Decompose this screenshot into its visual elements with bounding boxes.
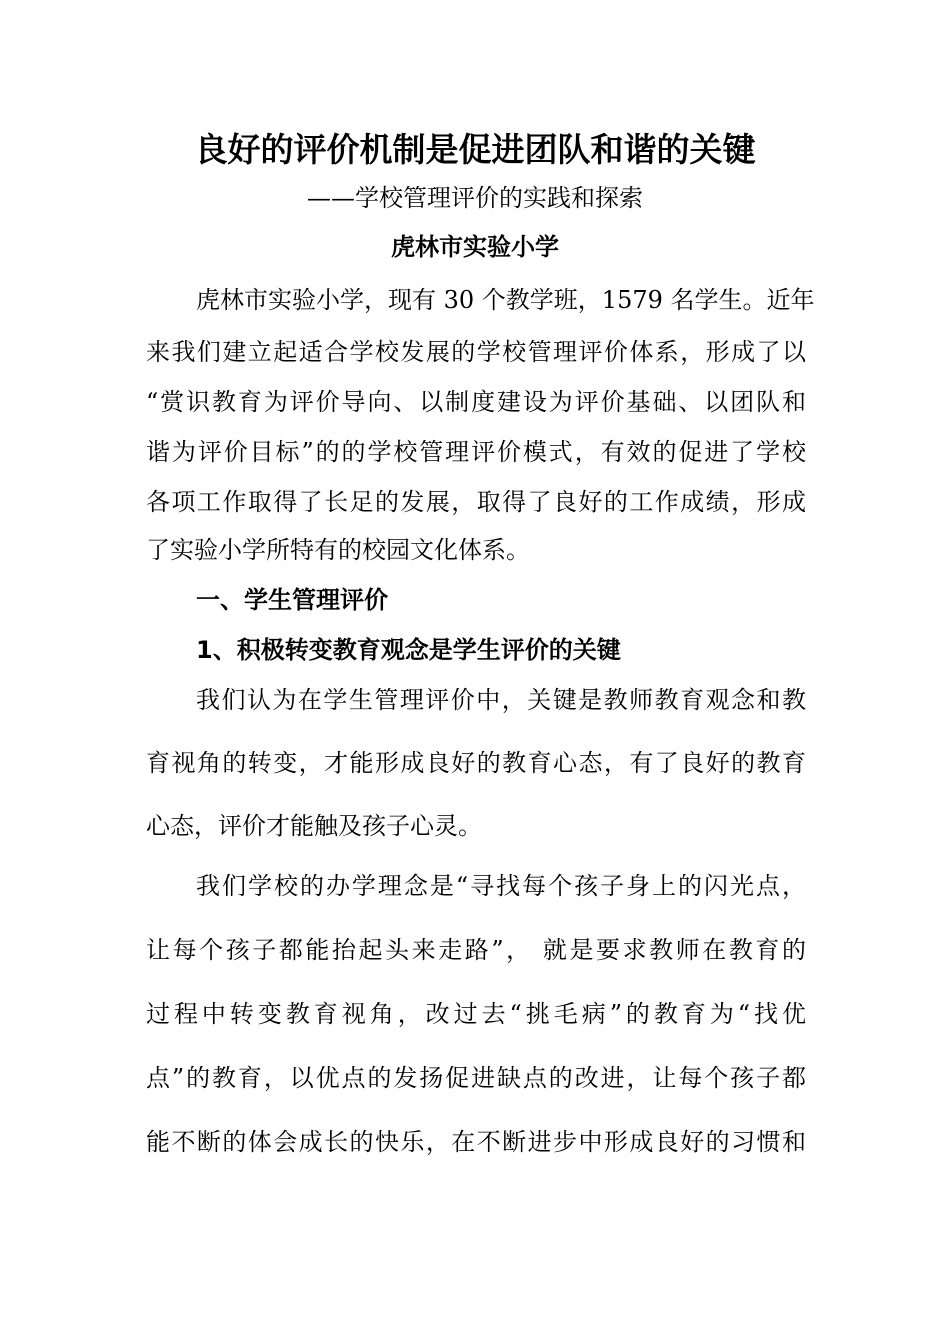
document-author: 虎林市实验小学	[391, 233, 559, 261]
paragraph-line: 我们学校的办学理念是“寻找每个孩子身上的闪光点，	[196, 872, 806, 900]
document-title: 良好的评价机制是促进团队和谐的关键	[194, 130, 756, 169]
section-heading: 一、学生管理评价	[196, 586, 388, 614]
intro-line: 了实验小学所特有的校园文化体系。	[146, 536, 530, 564]
intro-line: 各项工作取得了长足的发展，取得了良好的工作成绩，形成	[146, 488, 806, 516]
paragraph-line: 让每个孩子都能抬起头来走路”， 就是要求教师在教育的	[146, 936, 806, 964]
document-subtitle: ——学校管理评价的实践和探索	[307, 184, 643, 212]
intro-line: 谐为评价目标”的的学校管理评价模式，有效的促进了学校	[146, 438, 806, 466]
subsection-heading: 1、积极转变教育观念是学生评价的关键	[196, 636, 621, 664]
intro-line: 虎林市实验小学，现有 30 个教学班，1579 名学生。近年	[196, 286, 815, 314]
paragraph-line: 心态，评价才能触及孩子心灵。	[146, 812, 482, 840]
paragraph-line: 我们认为在学生管理评价中，关键是教师教育观念和教	[196, 686, 806, 714]
intro-line: “赏识教育为评价导向、以制度建设为评价基础、以团队和	[146, 388, 806, 416]
paragraph-line: 育视角的转变，才能形成良好的教育心态，有了良好的教育	[146, 749, 806, 777]
paragraph-line: 点”的教育，以优点的发扬促进缺点的改进，让每个孩子都	[146, 1064, 806, 1092]
paragraph-line: 能不断的体会成长的快乐，在不断进步中形成良好的习惯和	[146, 1128, 806, 1156]
paragraph-line: 过程中转变教育视角，改过去“挑毛病”的教育为“找优	[146, 1000, 806, 1028]
intro-line: 来我们建立起适合学校发展的学校管理评价体系，形成了以	[146, 338, 806, 366]
